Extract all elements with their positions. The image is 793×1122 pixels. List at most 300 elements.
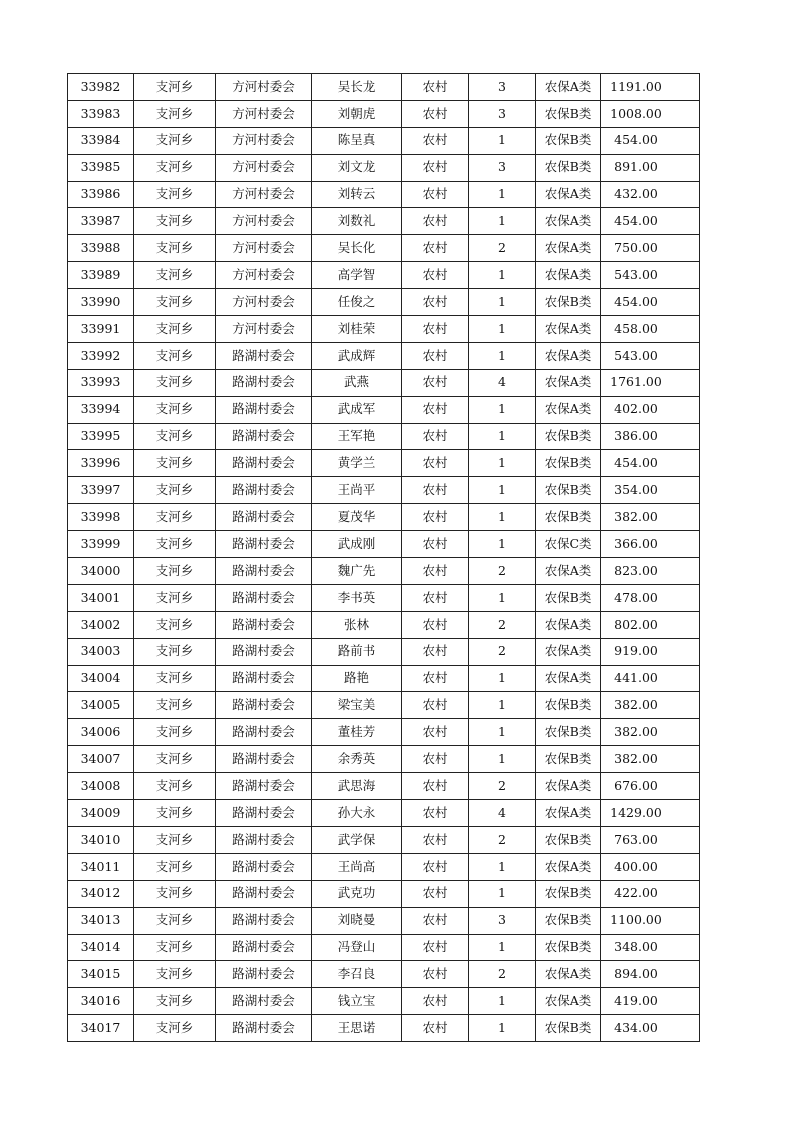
town-cell: 支河乡 (134, 181, 216, 208)
amount-cell: 419.00 (601, 988, 700, 1015)
village-committee-cell: 路湖村委会 (216, 477, 312, 504)
town-cell: 支河乡 (134, 746, 216, 773)
area-type-cell: 农村 (402, 611, 469, 638)
record-id-cell: 34011 (68, 853, 134, 880)
table-row (68, 74, 700, 101)
village-committee-cell: 路湖村委会 (216, 665, 312, 692)
record-id-cell: 33983 (68, 100, 134, 127)
person-name-cell: 刘文龙 (312, 154, 402, 181)
insurance-category-cell: 农保B类 (536, 880, 601, 907)
area-type-cell: 农村 (402, 638, 469, 665)
table-row (68, 289, 700, 316)
amount-cell: 354.00 (601, 477, 700, 504)
area-type-cell: 农村 (402, 74, 469, 101)
village-committee-cell: 路湖村委会 (216, 773, 312, 800)
record-id-cell: 33998 (68, 504, 134, 531)
person-name-cell: 李召良 (312, 961, 402, 988)
area-type-cell: 农村 (402, 719, 469, 746)
area-type-cell: 农村 (402, 262, 469, 289)
table-row (68, 907, 700, 934)
town-cell: 支河乡 (134, 477, 216, 504)
town-cell: 支河乡 (134, 127, 216, 154)
area-type-cell: 农村 (402, 289, 469, 316)
insurance-category-cell: 农保A类 (536, 316, 601, 343)
household-size-cell: 1 (469, 181, 536, 208)
village-committee-cell: 方河村委会 (216, 289, 312, 316)
town-cell: 支河乡 (134, 531, 216, 558)
village-committee-cell: 路湖村委会 (216, 719, 312, 746)
village-committee-cell: 方河村委会 (216, 100, 312, 127)
amount-cell: 1191.00 (601, 74, 700, 101)
table-row (68, 396, 700, 423)
insurance-category-cell: 农保A类 (536, 800, 601, 827)
amount-cell: 382.00 (601, 692, 700, 719)
town-cell: 支河乡 (134, 800, 216, 827)
household-size-cell: 2 (469, 961, 536, 988)
insurance-category-cell: 农保A类 (536, 773, 601, 800)
record-id-cell: 33982 (68, 74, 134, 101)
household-size-cell: 4 (469, 800, 536, 827)
insurance-category-cell: 农保A类 (536, 181, 601, 208)
record-id-cell: 33988 (68, 235, 134, 262)
village-committee-cell: 路湖村委会 (216, 611, 312, 638)
amount-cell: 434.00 (601, 1015, 700, 1042)
village-committee-cell: 路湖村委会 (216, 342, 312, 369)
person-name-cell: 刘转云 (312, 181, 402, 208)
household-size-cell: 1 (469, 262, 536, 289)
town-cell: 支河乡 (134, 907, 216, 934)
insurance-category-cell: 农保A类 (536, 665, 601, 692)
village-committee-cell: 路湖村委会 (216, 423, 312, 450)
person-name-cell: 陈呈真 (312, 127, 402, 154)
person-name-cell: 黄学兰 (312, 450, 402, 477)
insurance-category-cell: 农保B类 (536, 584, 601, 611)
insurance-category-cell: 农保B类 (536, 127, 601, 154)
insurance-category-cell: 农保B类 (536, 692, 601, 719)
table-row (68, 477, 700, 504)
record-id-cell: 33995 (68, 423, 134, 450)
insurance-category-cell: 农保A类 (536, 396, 601, 423)
record-id-cell: 34015 (68, 961, 134, 988)
amount-cell: 454.00 (601, 450, 700, 477)
town-cell: 支河乡 (134, 342, 216, 369)
village-committee-cell: 路湖村委会 (216, 934, 312, 961)
area-type-cell: 农村 (402, 558, 469, 585)
area-type-cell: 农村 (402, 826, 469, 853)
table-row (68, 1015, 700, 1042)
household-size-cell: 1 (469, 853, 536, 880)
area-type-cell: 农村 (402, 127, 469, 154)
record-id-cell: 34007 (68, 746, 134, 773)
person-name-cell: 吴长龙 (312, 74, 402, 101)
village-committee-cell: 路湖村委会 (216, 1015, 312, 1042)
area-type-cell: 农村 (402, 316, 469, 343)
amount-cell: 458.00 (601, 316, 700, 343)
village-committee-cell: 方河村委会 (216, 181, 312, 208)
person-name-cell: 王军艳 (312, 423, 402, 450)
household-size-cell: 1 (469, 208, 536, 235)
table-row (68, 773, 700, 800)
household-size-cell: 3 (469, 100, 536, 127)
record-id-cell: 34013 (68, 907, 134, 934)
table-row (68, 235, 700, 262)
village-committee-cell: 路湖村委会 (216, 907, 312, 934)
town-cell: 支河乡 (134, 880, 216, 907)
town-cell: 支河乡 (134, 638, 216, 665)
household-size-cell: 2 (469, 773, 536, 800)
village-committee-cell: 方河村委会 (216, 154, 312, 181)
person-name-cell: 王思诺 (312, 1015, 402, 1042)
town-cell: 支河乡 (134, 584, 216, 611)
person-name-cell: 武学保 (312, 826, 402, 853)
household-size-cell: 1 (469, 746, 536, 773)
table-row (68, 504, 700, 531)
village-committee-cell: 路湖村委会 (216, 369, 312, 396)
person-name-cell: 吴长化 (312, 235, 402, 262)
household-size-cell: 1 (469, 531, 536, 558)
village-committee-cell: 路湖村委会 (216, 450, 312, 477)
amount-cell: 1429.00 (601, 800, 700, 827)
table-row (68, 531, 700, 558)
person-name-cell: 路艳 (312, 665, 402, 692)
person-name-cell: 武成刚 (312, 531, 402, 558)
person-name-cell: 钱立宝 (312, 988, 402, 1015)
household-size-cell: 2 (469, 611, 536, 638)
area-type-cell: 农村 (402, 853, 469, 880)
town-cell: 支河乡 (134, 773, 216, 800)
insurance-category-cell: 农保B类 (536, 907, 601, 934)
amount-cell: 478.00 (601, 584, 700, 611)
table-row (68, 988, 700, 1015)
insurance-category-cell: 农保A类 (536, 74, 601, 101)
village-committee-cell: 路湖村委会 (216, 558, 312, 585)
person-name-cell: 刘数礼 (312, 208, 402, 235)
table-row (68, 181, 700, 208)
town-cell: 支河乡 (134, 692, 216, 719)
area-type-cell: 农村 (402, 934, 469, 961)
household-size-cell: 1 (469, 934, 536, 961)
area-type-cell: 农村 (402, 665, 469, 692)
amount-cell: 454.00 (601, 289, 700, 316)
record-id-cell: 33994 (68, 396, 134, 423)
person-name-cell: 李书英 (312, 584, 402, 611)
area-type-cell: 农村 (402, 584, 469, 611)
person-name-cell: 刘桂荣 (312, 316, 402, 343)
town-cell: 支河乡 (134, 961, 216, 988)
amount-cell: 386.00 (601, 423, 700, 450)
town-cell: 支河乡 (134, 826, 216, 853)
table-row (68, 316, 700, 343)
area-type-cell: 农村 (402, 423, 469, 450)
area-type-cell: 农村 (402, 746, 469, 773)
table-row (68, 100, 700, 127)
town-cell: 支河乡 (134, 235, 216, 262)
person-name-cell: 武成军 (312, 396, 402, 423)
town-cell: 支河乡 (134, 316, 216, 343)
area-type-cell: 农村 (402, 880, 469, 907)
person-name-cell: 路前书 (312, 638, 402, 665)
town-cell: 支河乡 (134, 289, 216, 316)
area-type-cell: 农村 (402, 961, 469, 988)
insurance-category-cell: 农保C类 (536, 531, 601, 558)
table-row (68, 369, 700, 396)
amount-cell: 422.00 (601, 880, 700, 907)
person-name-cell: 余秀英 (312, 746, 402, 773)
town-cell: 支河乡 (134, 558, 216, 585)
table-row (68, 961, 700, 988)
area-type-cell: 农村 (402, 100, 469, 127)
amount-cell: 366.00 (601, 531, 700, 558)
household-size-cell: 1 (469, 316, 536, 343)
person-name-cell: 夏茂华 (312, 504, 402, 531)
town-cell: 支河乡 (134, 665, 216, 692)
household-size-cell: 1 (469, 719, 536, 746)
person-name-cell: 刘晓曼 (312, 907, 402, 934)
town-cell: 支河乡 (134, 369, 216, 396)
area-type-cell: 农村 (402, 504, 469, 531)
village-committee-cell: 路湖村委会 (216, 396, 312, 423)
record-id-cell: 34014 (68, 934, 134, 961)
area-type-cell: 农村 (402, 531, 469, 558)
insurance-category-cell: 农保A类 (536, 558, 601, 585)
table-row (68, 584, 700, 611)
village-committee-cell: 方河村委会 (216, 262, 312, 289)
record-id-cell: 34000 (68, 558, 134, 585)
household-size-cell: 1 (469, 1015, 536, 1042)
record-id-cell: 33997 (68, 477, 134, 504)
table-row (68, 450, 700, 477)
person-name-cell: 王尚平 (312, 477, 402, 504)
amount-cell: 676.00 (601, 773, 700, 800)
household-size-cell: 1 (469, 423, 536, 450)
town-cell: 支河乡 (134, 208, 216, 235)
record-id-cell: 33990 (68, 289, 134, 316)
table-row (68, 154, 700, 181)
area-type-cell: 农村 (402, 477, 469, 504)
village-committee-cell: 路湖村委会 (216, 692, 312, 719)
insurance-category-cell: 农保A类 (536, 961, 601, 988)
town-cell: 支河乡 (134, 504, 216, 531)
insurance-category-cell: 农保A类 (536, 369, 601, 396)
town-cell: 支河乡 (134, 262, 216, 289)
village-committee-cell: 路湖村委会 (216, 826, 312, 853)
person-name-cell: 武成辉 (312, 342, 402, 369)
household-size-cell: 2 (469, 826, 536, 853)
table-row (68, 423, 700, 450)
town-cell: 支河乡 (134, 1015, 216, 1042)
insurance-category-cell: 农保B类 (536, 719, 601, 746)
household-size-cell: 1 (469, 504, 536, 531)
household-size-cell: 1 (469, 692, 536, 719)
table-body (68, 74, 700, 1042)
person-name-cell: 张林 (312, 611, 402, 638)
household-size-cell: 3 (469, 74, 536, 101)
amount-cell: 1100.00 (601, 907, 700, 934)
household-size-cell: 1 (469, 477, 536, 504)
record-id-cell: 33991 (68, 316, 134, 343)
amount-cell: 454.00 (601, 208, 700, 235)
record-id-cell: 34003 (68, 638, 134, 665)
household-size-cell: 1 (469, 342, 536, 369)
amount-cell: 382.00 (601, 719, 700, 746)
amount-cell: 402.00 (601, 396, 700, 423)
amount-cell: 432.00 (601, 181, 700, 208)
record-id-cell: 34001 (68, 584, 134, 611)
record-id-cell: 33993 (68, 369, 134, 396)
village-committee-cell: 路湖村委会 (216, 531, 312, 558)
table-row (68, 638, 700, 665)
insurance-category-cell: 农保B类 (536, 289, 601, 316)
amount-cell: 763.00 (601, 826, 700, 853)
insurance-category-cell: 农保B类 (536, 746, 601, 773)
household-size-cell: 1 (469, 127, 536, 154)
household-size-cell: 3 (469, 907, 536, 934)
insurance-category-cell: 农保B类 (536, 154, 601, 181)
table-row (68, 719, 700, 746)
area-type-cell: 农村 (402, 154, 469, 181)
village-committee-cell: 方河村委会 (216, 127, 312, 154)
person-name-cell: 冯登山 (312, 934, 402, 961)
town-cell: 支河乡 (134, 74, 216, 101)
household-size-cell: 1 (469, 450, 536, 477)
record-id-cell: 33984 (68, 127, 134, 154)
person-name-cell: 魏广先 (312, 558, 402, 585)
record-id-cell: 33999 (68, 531, 134, 558)
insurance-category-cell: 农保A类 (536, 235, 601, 262)
person-name-cell: 刘朝虎 (312, 100, 402, 127)
table-row (68, 342, 700, 369)
table-row (68, 208, 700, 235)
table-row (68, 853, 700, 880)
village-committee-cell: 方河村委会 (216, 316, 312, 343)
table-row (68, 558, 700, 585)
town-cell: 支河乡 (134, 719, 216, 746)
person-name-cell: 高学智 (312, 262, 402, 289)
insurance-category-cell: 农保A类 (536, 611, 601, 638)
household-size-cell: 2 (469, 235, 536, 262)
insurance-category-cell: 农保B类 (536, 423, 601, 450)
area-type-cell: 农村 (402, 342, 469, 369)
insurance-category-cell: 农保A类 (536, 342, 601, 369)
amount-cell: 891.00 (601, 154, 700, 181)
insurance-category-cell: 农保B类 (536, 934, 601, 961)
amount-cell: 543.00 (601, 262, 700, 289)
record-id-cell: 33989 (68, 262, 134, 289)
record-id-cell: 34005 (68, 692, 134, 719)
insurance-category-cell: 农保A类 (536, 988, 601, 1015)
record-id-cell: 33986 (68, 181, 134, 208)
household-size-cell: 2 (469, 558, 536, 585)
household-size-cell: 1 (469, 880, 536, 907)
town-cell: 支河乡 (134, 396, 216, 423)
amount-cell: 1761.00 (601, 369, 700, 396)
table-row (68, 665, 700, 692)
town-cell: 支河乡 (134, 100, 216, 127)
village-committee-cell: 方河村委会 (216, 74, 312, 101)
amount-cell: 400.00 (601, 853, 700, 880)
area-type-cell: 农村 (402, 907, 469, 934)
household-size-cell: 4 (469, 369, 536, 396)
record-id-cell: 34010 (68, 826, 134, 853)
area-type-cell: 农村 (402, 450, 469, 477)
table-row (68, 127, 700, 154)
village-committee-cell: 路湖村委会 (216, 584, 312, 611)
amount-cell: 543.00 (601, 342, 700, 369)
record-id-cell: 33992 (68, 342, 134, 369)
beneficiary-table (67, 73, 700, 1042)
record-id-cell: 33996 (68, 450, 134, 477)
household-size-cell: 1 (469, 289, 536, 316)
table-row (68, 934, 700, 961)
amount-cell: 382.00 (601, 504, 700, 531)
village-committee-cell: 路湖村委会 (216, 746, 312, 773)
person-name-cell: 武燕 (312, 369, 402, 396)
table-row (68, 826, 700, 853)
record-id-cell: 34004 (68, 665, 134, 692)
town-cell: 支河乡 (134, 450, 216, 477)
record-id-cell: 33987 (68, 208, 134, 235)
person-name-cell: 王尚高 (312, 853, 402, 880)
area-type-cell: 农村 (402, 773, 469, 800)
record-id-cell: 34017 (68, 1015, 134, 1042)
amount-cell: 823.00 (601, 558, 700, 585)
area-type-cell: 农村 (402, 181, 469, 208)
village-committee-cell: 方河村委会 (216, 235, 312, 262)
insurance-category-cell: 农保B类 (536, 826, 601, 853)
amount-cell: 750.00 (601, 235, 700, 262)
person-name-cell: 董桂芳 (312, 719, 402, 746)
area-type-cell: 农村 (402, 800, 469, 827)
record-id-cell: 34002 (68, 611, 134, 638)
insurance-category-cell: 农保B类 (536, 100, 601, 127)
village-committee-cell: 方河村委会 (216, 208, 312, 235)
record-id-cell: 34008 (68, 773, 134, 800)
person-name-cell: 孙大永 (312, 800, 402, 827)
amount-cell: 894.00 (601, 961, 700, 988)
table-row (68, 611, 700, 638)
insurance-category-cell: 农保B类 (536, 477, 601, 504)
record-id-cell: 34009 (68, 800, 134, 827)
village-committee-cell: 路湖村委会 (216, 853, 312, 880)
village-committee-cell: 路湖村委会 (216, 800, 312, 827)
town-cell: 支河乡 (134, 988, 216, 1015)
person-name-cell: 武思海 (312, 773, 402, 800)
record-id-cell: 33985 (68, 154, 134, 181)
insurance-category-cell: 农保A类 (536, 208, 601, 235)
insurance-category-cell: 农保B类 (536, 504, 601, 531)
amount-cell: 454.00 (601, 127, 700, 154)
town-cell: 支河乡 (134, 611, 216, 638)
area-type-cell: 农村 (402, 396, 469, 423)
table-row (68, 262, 700, 289)
insurance-category-cell: 农保B类 (536, 1015, 601, 1042)
town-cell: 支河乡 (134, 853, 216, 880)
table-row (68, 746, 700, 773)
insurance-category-cell: 农保B类 (536, 450, 601, 477)
area-type-cell: 农村 (402, 235, 469, 262)
town-cell: 支河乡 (134, 934, 216, 961)
area-type-cell: 农村 (402, 208, 469, 235)
insurance-category-cell: 农保A类 (536, 638, 601, 665)
record-id-cell: 34012 (68, 880, 134, 907)
amount-cell: 382.00 (601, 746, 700, 773)
village-committee-cell: 路湖村委会 (216, 961, 312, 988)
household-size-cell: 1 (469, 584, 536, 611)
table-row (68, 880, 700, 907)
village-committee-cell: 路湖村委会 (216, 504, 312, 531)
table-row (68, 800, 700, 827)
household-size-cell: 3 (469, 154, 536, 181)
